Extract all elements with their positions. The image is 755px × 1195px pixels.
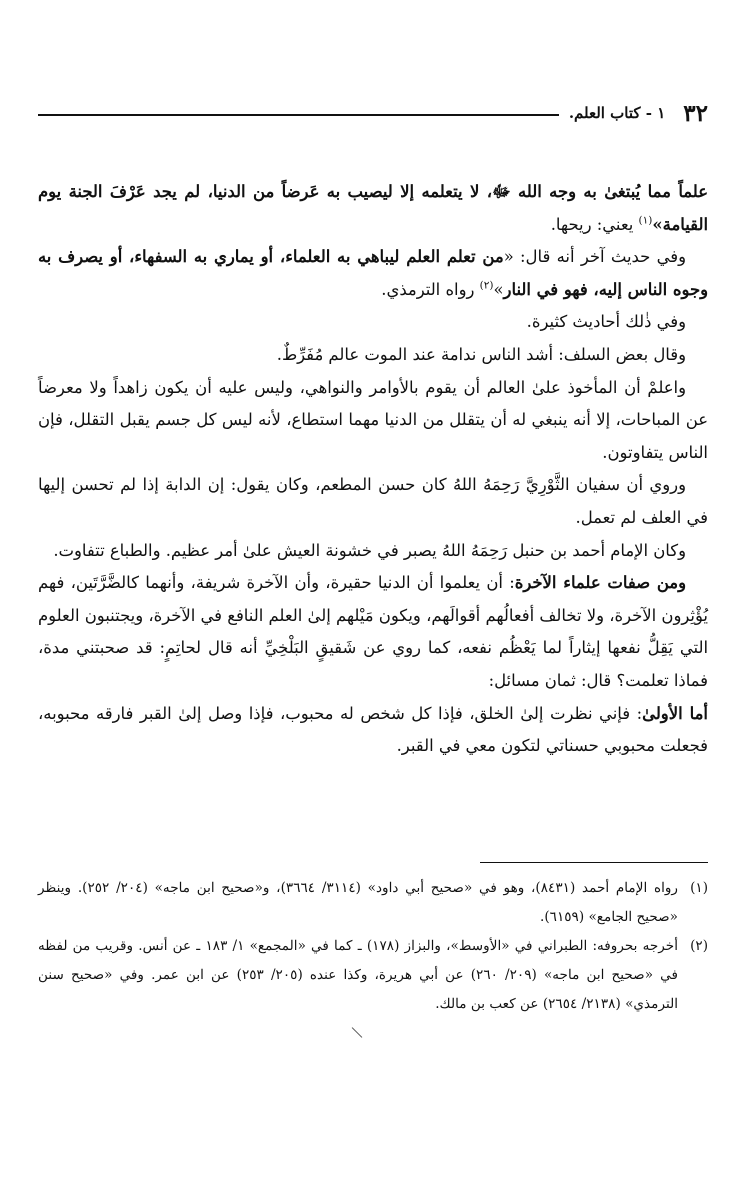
paragraph	[38, 469, 708, 534]
paragraph	[38, 306, 708, 339]
footnote-reference: (٢)	[479, 279, 494, 292]
footnote-reference: (١)	[638, 214, 653, 227]
text-segment: وفي ذٰلك أحاديث كثيرة.	[526, 312, 686, 332]
footnote-separator	[480, 862, 708, 863]
paragraph	[38, 339, 708, 372]
text-segment: وروي أن سفيان الثَّوْرِيَّ رَحِمَهُ اللهُ كان حسن المطعم، وكان يقول: إن الدابة إذا لم تحسن إليها في العلف لم تعمل.	[38, 475, 708, 527]
text-segment: واعلمْ أن المأخوذ علىٰ العالم أن يقوم بالأوامر والنواهي، وليس عليه أن يكون زاهداً ولا معرضاً عن المباحات، إلا أنه ينبغي له أن يتقلل من الدنيا مهما استطاع، لأنه ليس كل جسم يقبل التقلل، فإن الناس يتفاوتون.	[38, 377, 708, 462]
text-segment: وفي حديث آخر أنه قال: «	[503, 247, 686, 267]
text-segment: رواه الترمذي.	[381, 279, 480, 299]
paragraph	[38, 241, 708, 306]
footnote-text: رواه الإمام أحمد (٨٤٣١)، وهو في «صحيح أبي داود» (٣١١٤/ ٣٦٦٤)، و«صحيح ابن ماجه» (٢٠٤/ ٢٥٢). وينظر «صحيح الجامع» (٦١٥٩).	[38, 880, 678, 925]
text-segment: وقال بعض السلف: أشد الناس ندامة عند الموت عالم مُفَرِّطٌ.	[276, 344, 686, 364]
text-segment: : فإني نظرت إلىٰ الخلق، فإذا كل شخص له محبوب، فإذا وصل إلىٰ القبر فارقه محبوبه، فجعلت محبوبي حسناتي لتكون معي في القبر.	[38, 703, 708, 756]
paragraph	[38, 535, 708, 568]
header-rule	[38, 114, 559, 116]
page-number: ٣٢	[683, 99, 708, 127]
text-segment: وكان الإمام أحمد بن حنبل رَحِمَهُ اللهُ يصبر في خشونة العيش علىٰ أمر عظيم. والطباع تتفاوت.	[53, 540, 686, 560]
footnote	[38, 874, 708, 932]
bold-text: علماً مما يُبتغىٰ به وجه الله ﷻ، لا يتعلمه إلا ليصيب به عَرضاً من الدنيا، لم يجد عَرْفَ الجنة يوم القيامة»	[38, 182, 708, 234]
footnote	[38, 932, 708, 1019]
text-segment: »	[493, 279, 504, 299]
bold-text: أما الأولىٰ	[642, 703, 708, 723]
footnote-text: أخرجه بحروفه: الطبراني في «الأوسط»، والبزاز (١٧٨) ـ كما في «المجمع» ١/ ١٨٣ ـ عن أنس. وقريب من لفظه في «صحيح ابن ماجه» (٢٠٩/ ٢٦٠) عن أبي هريرة، وكذا عنده (٢٠٥/ ٢٥٣) عن ابن عمر. وفي «صحيح سنن الترمذي» (٢١٣٨/ ٢٦٥٤) عن كعب بن مالك.	[38, 938, 678, 1012]
footnotes-section	[38, 874, 708, 1019]
footnote-number: (٢)	[690, 938, 708, 954]
bold-text: ومن صفات علماء الآخرة	[514, 573, 686, 593]
text-segment: : أن يعلموا أن الدنيا حقيرة، وأن الآخرة شريفة، وأنهما كالضَّرَّتَين، فهم يُؤْثِرون الآخرة، ولا تخالف أفعالُهم أقوالَهم، ويكون مَيْلهم إلىٰ العلم النافع في الآخرة، ويجتنبون العلوم التي يَقِلُّ نفعها إيثاراً لما يَعْظُم نفعه، كما روي عن شَقيقٍ البَلْخِيِّ أنه قال لحاتِمٍ: قد صحبتني مدة، فماذا تعلمت؟ قال: ثمان مسائل:	[38, 573, 708, 690]
paragraph	[38, 698, 708, 763]
chapter-title: ١ - كتاب العلم.	[568, 104, 666, 122]
footnote-number: (١)	[690, 880, 708, 896]
text-segment: يعني: ريحها.	[550, 214, 639, 234]
paragraph	[38, 567, 708, 697]
paragraph	[38, 176, 708, 241]
bold-text: من تعلم العلم ليباهي به العلماء، أو يماري به السفهاء، أو يصرف به وجوه الناس إليه، فهو في النار	[38, 247, 708, 299]
page-header	[38, 96, 708, 130]
stray-mark	[352, 1027, 363, 1038]
paragraph	[38, 372, 708, 470]
main-text	[38, 176, 708, 763]
